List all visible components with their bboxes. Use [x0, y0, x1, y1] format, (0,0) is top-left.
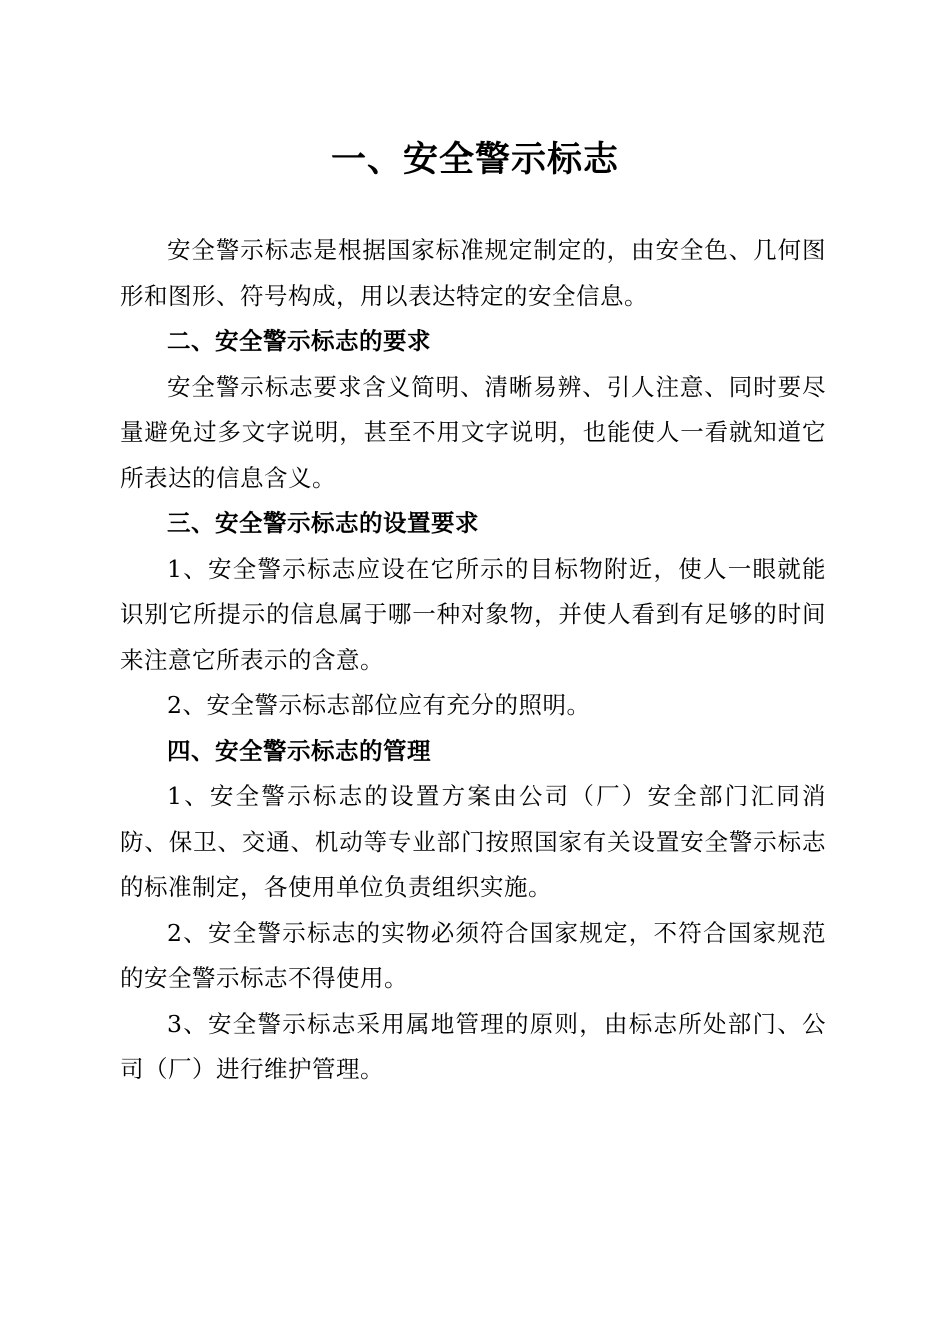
paragraph-requirements: 安全警示标志要求含义简明、清晰易辨、引人注意、同时要尽量避免过多文字说明，甚至不用文字说明，也能使人一看就知道它所表达的信息含义。 — [120, 372, 826, 492]
paragraph-definition: 安全警示标志是根据国家标准规定制定的，由安全色、几何图形和图形、符号构成，用以表达特定的安全信息。 — [120, 236, 826, 310]
paragraph-placement-1: 1、安全警示标志应设在它所示的目标物附近，使人一眼就能识别它所提示的信息属于哪一种对象物，并使人看到有足够的时间来注意它所表示的含意。 — [120, 554, 826, 674]
paragraph-management-3: 3、安全警示标志采用属地管理的原则，由标志所处部门、公司（厂）进行维护管理。 — [120, 1009, 826, 1083]
document-body — [120, 228, 826, 1093]
section-heading-management: 四、安全警示标志的管理 — [167, 736, 431, 765]
section-heading-requirements: 二、安全警示标志的要求 — [167, 327, 431, 355]
page-title: 一、安全警示标志 — [330, 140, 619, 180]
paragraph-management-2: 2、安全警示标志的实物必须符合国家规定，不符合国家规范的安全警示标志不得使用。 — [120, 918, 826, 992]
section-heading-placement: 三、安全警示标志的设置要求 — [167, 509, 479, 537]
paragraph-management-1: 1、安全警示标志的设置方案由公司（厂）安全部门汇同消防、保卫、交通、机动等专业部门按照国家有关设置安全警示标志的标准制定，各使用单位负责组织实施。 — [120, 782, 826, 901]
paragraph-placement-2: 2、安全警示标志部位应有充分的照明。 — [167, 691, 591, 719]
